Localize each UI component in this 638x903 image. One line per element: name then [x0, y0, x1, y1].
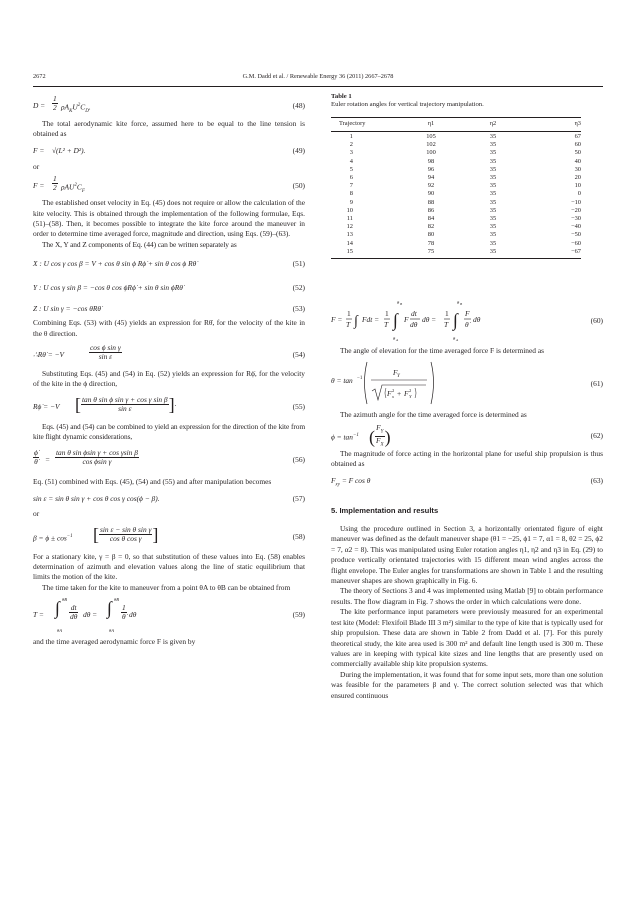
svg-text:dθ =: dθ = [422, 315, 437, 324]
table-row [331, 166, 581, 174]
table-cell: 12 [346, 223, 353, 231]
paragraph: Eqs. (45) and (54) can be combined to yield an expression for the direction of the kite from kite flight dynamic considerations, [33, 421, 305, 442]
equation-48: D = $\frac{1}{2}$ $\rho A_KU^2C_D$. (48) [33, 94, 305, 114]
paragraph: Substituting Eqs. (45) and (54) in Eq. (52) yields an expression for Rϕ̇, for the velocity of the kite in the ϕ direction, [33, 369, 305, 389]
equation-57: sin ε = sin θ sin γ + cos θ cos γ cos(ϕ − β). (57) [33, 494, 305, 504]
svg-text:T: T [384, 320, 389, 329]
table-cell: 13 [346, 231, 353, 239]
table-cell: 35 [489, 149, 497, 157]
svg-text:−1: −1 [357, 376, 363, 382]
table-cell: 6 [349, 174, 353, 181]
table-cell: 9 [349, 198, 353, 206]
paragraph: The established onset velocity in Eq. (45) does not require or allow the calculation of the kite velocity. This is obtained through the implementation of the following formulae, Eqs. (51)–(58). Then, it becomes possible to integrate the kite force around the maneuver in order to determine time averaged force, magnitude and direction, using Eqs. (59)–(63). [33, 198, 305, 239]
svg-text:Y: Y [409, 394, 412, 400]
table-row [331, 207, 581, 215]
left-column [33, 93, 305, 648]
table-cell: 35 [489, 190, 497, 198]
table-cell: −40 [571, 223, 581, 231]
running-header [33, 73, 603, 85]
equation-61: θ = tan −1 F Y F 2 x + F 2 Y (61) [331, 356, 603, 410]
table-row [331, 158, 581, 166]
equation-52: Y : U cos γ sin β = −cos θ cos ϕRϕ̇ + sin θ sin ϕRθ̇ (52) [33, 283, 305, 293]
table-cell: 94 [427, 174, 435, 181]
table-row [331, 149, 581, 157]
paragraph: The azimuth angle for the time averaged force is determined as [340, 410, 527, 420]
table-cell: 35 [489, 165, 497, 173]
equation-60-graphic [331, 296, 581, 346]
svg-text:F: F [465, 309, 470, 318]
paragraph: Using the procedure outlined in Section 3, a horizontally orientated figure of eight maneuver was defined as the default maneuver shape (θ1 = −25, ϕ1 = 7, α1 = 8, θ2 = 25, ϕ2 = 7, α2 = 8). This was manipulated using Euler rotation angles η1, η2 and η3 in Eq. (29) to produce vertically orientated trajectories with 15 different mean wind angles across the flight envelope. The Euler angles for transformations are shown in Table 1 and the resulting maneuver shapes are shown graphically in Fig. 6. [331, 524, 603, 586]
paragraph: and the time averaged aerodynamic force F is given by [33, 637, 196, 647]
table-cell: 35 [489, 247, 497, 255]
table-caption: Table 1 Euler rotation angles for vertical trajectory manipulation. [331, 93, 484, 109]
table-cell: 40 [574, 157, 581, 165]
paragraph: The time taken for the kite to maneuver from a point θA to θB can be obtained from [42, 582, 291, 592]
paragraph: The total aerodynamic kite force, assumed here to be equal to the line tension is obtained as [33, 119, 305, 139]
table-cell: −20 [571, 206, 581, 214]
table-cell: 35 [489, 239, 497, 247]
svg-text:Fdt =: Fdt = [362, 315, 380, 324]
table-cell: 35 [489, 223, 497, 231]
table-cell: 35 [489, 206, 497, 214]
table-cell: −10 [571, 198, 581, 206]
table-rule [331, 258, 581, 259]
or-text: or [33, 161, 40, 171]
equation-59: T = ∫ θB θA $\frac{dt}{d\theta}$ dθ = ∫ θB θA $\frac{1}{\thetȧ}$ dθ (59) [33, 597, 305, 634]
header-rule [33, 86, 603, 87]
paragraph: During the implementation, it was found that for some input sets, more than one solution was feasible for the parameters β and γ. The correct solution selected was that which ensured continuous [331, 669, 603, 700]
equation-61-graphic [331, 356, 531, 410]
one-half-fraction: $\frac{1}{2}$ [53, 94, 57, 112]
svg-text:Y: Y [397, 374, 400, 380]
equation-56: $\frac{\phi̇}{\thetȧ}$ = $\frac{\text{tan θ sin ϕsin γ + cos γsin β}}{\text{cos ϕsin γ}}$ (56) [34, 447, 305, 466]
table-rule [331, 131, 581, 132]
or-text: or [33, 509, 40, 519]
section-heading: 5. Implementation and results [331, 505, 439, 515]
table-cell: 105 [426, 133, 436, 140]
svg-text:F =: F = [331, 315, 343, 324]
svg-text:dθ: dθ [473, 315, 481, 324]
equation-54: ∴Rθ̇ = −V $\frac{\text{cos ϕ sin γ}}{\text{sin ε}}$ (54) [33, 343, 305, 362]
table-rule [331, 117, 581, 118]
table-cell: 10 [346, 206, 353, 214]
journal-reference: G.M. Dadd et al. / Renewable Energy 36 (2011) 2667–2678 [242, 73, 394, 80]
paragraph: Combining Eqs. (53) with (45) yields an expression for Rθ̇, for the velocity of the kite in the θ direction. [33, 318, 305, 338]
svg-text:θ: θ [457, 300, 460, 305]
table-cell: 14 [346, 239, 353, 247]
table-row [331, 240, 581, 248]
table-cell: −30 [571, 215, 581, 222]
svg-text:θ: θ [397, 300, 400, 305]
svg-text:1: 1 [347, 309, 351, 318]
table-cell: 35 [489, 215, 497, 222]
paragraph: The X, Y and Z components of Eq. (44) can be written separately as [42, 239, 237, 249]
table-cell: 5 [349, 165, 353, 173]
table-cell: 8 [349, 190, 353, 198]
table-row [331, 215, 581, 223]
table-cell: 50 [574, 149, 581, 157]
svg-text:θ: θ [393, 336, 396, 341]
svg-text:B: B [400, 302, 403, 306]
table-cell: 75 [427, 247, 435, 255]
paragraph: Eq. (51) combined with Eqs. (45), (54) and (55) and after manipulation becomes [33, 476, 272, 486]
table-cell: 60 [574, 141, 581, 149]
table-cell: 35 [489, 231, 497, 239]
equation-63: $F_{xy} = F$ cos θ (63) [331, 475, 603, 488]
table-cell: 82 [427, 223, 435, 231]
svg-text:A: A [396, 338, 399, 342]
paragraph: The theory of Sections 3 and 4 was implemented using Matlab [9] to obtain performance results. The flow diagram in Fig. 7 shows the order in which calculations were done. [331, 586, 603, 606]
table-cell: −67 [571, 247, 581, 255]
equation-62: $\phi = \tan^{-1}$ ( $\frac{F_Y}{F_X}$ ) (62) [331, 422, 603, 448]
svg-text:∫: ∫ [354, 314, 358, 329]
table-row [331, 231, 581, 239]
svg-text:2: 2 [392, 388, 395, 394]
table-row [331, 190, 581, 198]
table-cell: 4 [349, 157, 353, 165]
svg-text:1: 1 [445, 309, 449, 318]
table-cell: 80 [427, 231, 435, 239]
svg-text:dt: dt [411, 309, 417, 318]
table-cell: 98 [427, 157, 435, 165]
table-cell: 1 [349, 133, 353, 140]
table-cell: 20 [574, 174, 581, 181]
table-cell: 35 [489, 174, 497, 181]
table-cell: 67 [574, 133, 581, 140]
equation-60: F = 1 T ∫ Fdt = 1 T ∫ θ B θ A F dt dθ dθ = 1 T ∫ θ B θ A F θ̇ dθ (60) [331, 296, 603, 346]
paragraph: The magnitude of force acting in the horizontal plane for useful ship propulsion is thus obtained as [331, 448, 603, 469]
svg-text:∫: ∫ [453, 310, 458, 330]
table-row [331, 223, 581, 231]
table-cell: 35 [489, 141, 497, 149]
svg-text:A: A [456, 338, 459, 342]
paragraph: The angle of elevation for the time averaged force F is determined as [340, 346, 544, 355]
table-cell: 10 [574, 182, 581, 190]
table-row [331, 182, 581, 190]
svg-text:θ̇: θ̇ [465, 320, 469, 329]
table-cell: 88 [427, 198, 435, 206]
table-row [331, 174, 581, 182]
equation-50: F = $\frac{1}{2}$ $\rho AU^2C_F$ (50) [33, 174, 305, 195]
table-cell: 102 [426, 141, 436, 149]
svg-text:∫: ∫ [393, 310, 398, 330]
svg-text:2: 2 [409, 388, 412, 394]
table-cell: 3 [349, 149, 353, 157]
table-cell: 90 [427, 190, 435, 198]
table-row [331, 199, 581, 207]
right-column [331, 296, 603, 701]
equation-53: Z : U sin γ = −cos θRθ̇ (53) [33, 304, 305, 314]
equation-49: F = √(L² + D²). (49) [33, 145, 305, 155]
table-cell: 35 [489, 133, 497, 140]
svg-text:T: T [444, 320, 449, 329]
table-cell: 35 [489, 198, 497, 206]
table-cell: 30 [574, 165, 581, 173]
table-cell: 11 [346, 215, 353, 222]
svg-text:1: 1 [385, 309, 389, 318]
table-cell: 84 [427, 215, 435, 222]
equation-58: $\beta = \phi \pm \cos^{-1}$ [ $\frac{\text{sin ε − sin θ sin γ}}{\text{cos θ cos γ}}$ ] (58) [33, 524, 305, 544]
table-cell: 7 [349, 182, 353, 190]
svg-text:F: F [387, 389, 392, 399]
paragraph: For a stationary kite, γ = β = 0, so that substitution of these values into Eq. (58) enables determination of azimuth and elevation values along the line of static equilibrium that limits the motion of the kite. [33, 551, 305, 582]
table-cell: 86 [427, 206, 435, 214]
table-cell: 92 [427, 182, 435, 190]
table-row [331, 248, 581, 256]
page-number: 2672 [33, 73, 46, 80]
table-cell: −60 [571, 239, 581, 247]
table-cell: 78 [427, 239, 435, 247]
table-cell: 2 [349, 141, 353, 149]
table-cell: 35 [489, 157, 497, 165]
table-header-row: Trajectory η1 η2 η3 [339, 120, 581, 127]
table-cell: 96 [427, 165, 435, 173]
svg-text:F: F [393, 368, 398, 378]
svg-text:θ = tan: θ = tan [331, 376, 353, 386]
svg-text:F: F [404, 389, 409, 399]
svg-text:θ: θ [453, 336, 456, 341]
table-row [331, 133, 581, 141]
paragraph: The kite performance input parameters were previously measured for an experimental test kite (Model: Flexifoil Blade III 3 m²) similar to the type of kite that is typically used for ship propulsion. These data are shown in Table 2 from Dadd et al. [7]. For this purely theoretical study, the kite area used is 300 m² and default line length used is 300 m. These values are in keeping with typical kite sizes and line lengths that are presently used on commercially available ship kite propulsion systems. [331, 607, 603, 669]
equation-55: Rϕ̇ = −V [ $\frac{\text{tan θ sin ϕ sin γ + cos γ sin β}}{\text{sin ε}}$ ]. (55) [33, 394, 305, 415]
table-cell: −50 [571, 231, 581, 239]
table-cell: 35 [489, 182, 497, 190]
svg-text:dθ: dθ [410, 320, 418, 329]
table-row [331, 141, 581, 149]
svg-text:B: B [460, 302, 463, 306]
svg-text:T: T [346, 320, 351, 329]
table-cell: 0 [577, 190, 581, 198]
svg-text:F: F [404, 315, 409, 324]
table-cell: 100 [426, 149, 436, 157]
table-cell: 15 [346, 247, 353, 255]
svg-text:x: x [392, 394, 394, 400]
svg-text:+: + [397, 389, 402, 399]
equation-51: X : U cos γ cos β = V + cos θ sin ϕ Rϕ̇ + sin θ cos ϕ Rθ̇ (51) [33, 259, 305, 269]
